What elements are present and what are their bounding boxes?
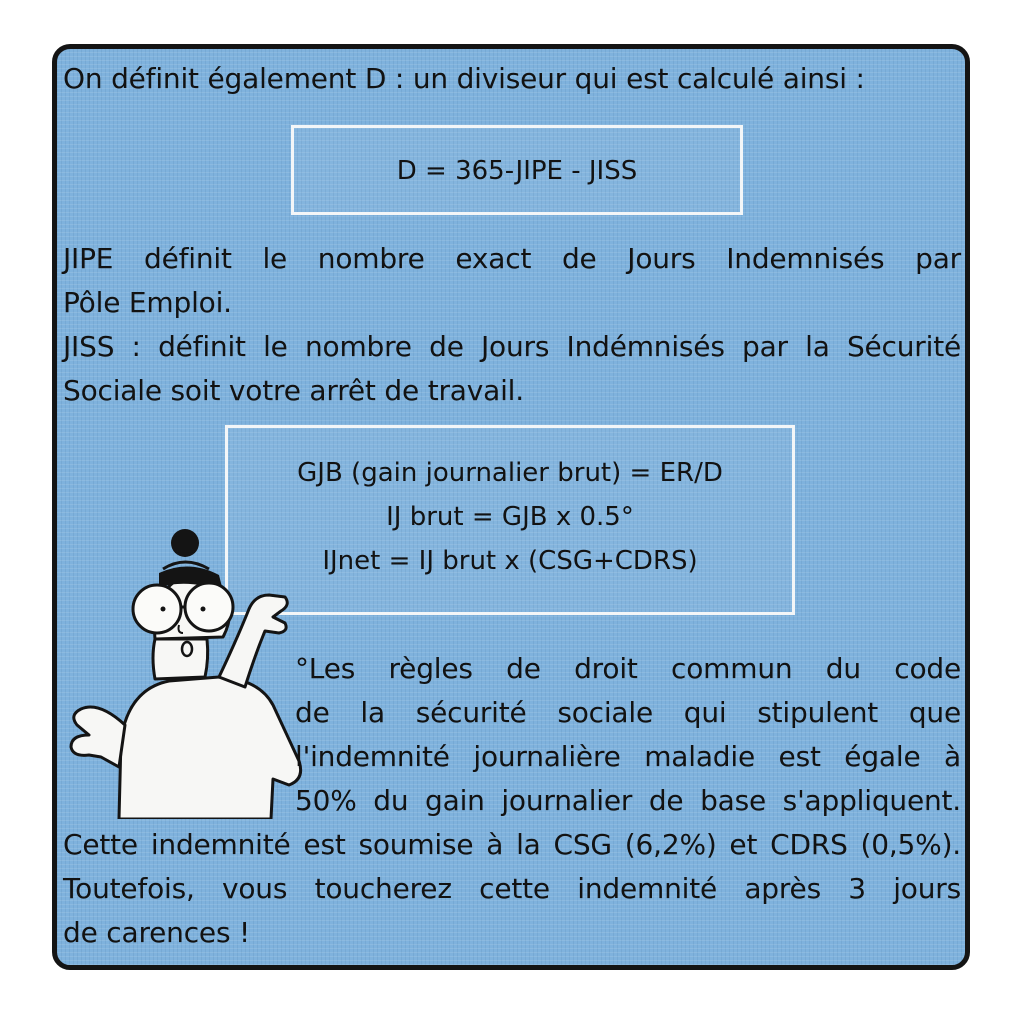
jiss-line-2: Sociale soit votre arrêt de travail. [63,374,524,407]
footer-line-3: de carences ! [63,916,251,949]
jipe-line-1: JIPE définit le nombre exact de Jours Indemnisés par [63,242,961,275]
jipe-line-2: Pôle Emploi. [63,286,232,319]
formula-ij-brut: IJ brut = GJB x 0.5° [386,502,634,532]
jiss-line-1: JISS : définit le nombre de Jours Indémnisés par la Sécurité [63,330,961,363]
intro-text: On définit également D : un diviseur qui est calculé ainsi : [63,62,865,95]
footer-line-2: Toutefois, vous toucherez cette indemnité après 3 jours [63,872,961,905]
woman-adjusting-round-glasses-icon [59,529,329,819]
formula-d: D = 365-JIPE - JISS [396,156,638,186]
comic-panel [52,44,970,970]
note-line-2: de la sécurité sociale qui stipulent que [295,696,961,729]
note-line-4: 50% du gain journalier de base s'appliquent. [295,784,961,817]
footer-line-1: Cette indemnité est soumise à la CSG (6,2%) et CDRS (0,5%). [63,828,961,861]
note-line-3: l'indemnité journalière maladie est égale à [295,740,961,773]
formula-ij-net: IJnet = IJ brut x (CSG+CDRS) [322,546,698,576]
formula-d-box [291,125,743,215]
formula-gjb: GJB (gain journalier brut) = ER/D [297,458,723,488]
note-line-1: °Les règles de droit commun du code [295,652,961,685]
